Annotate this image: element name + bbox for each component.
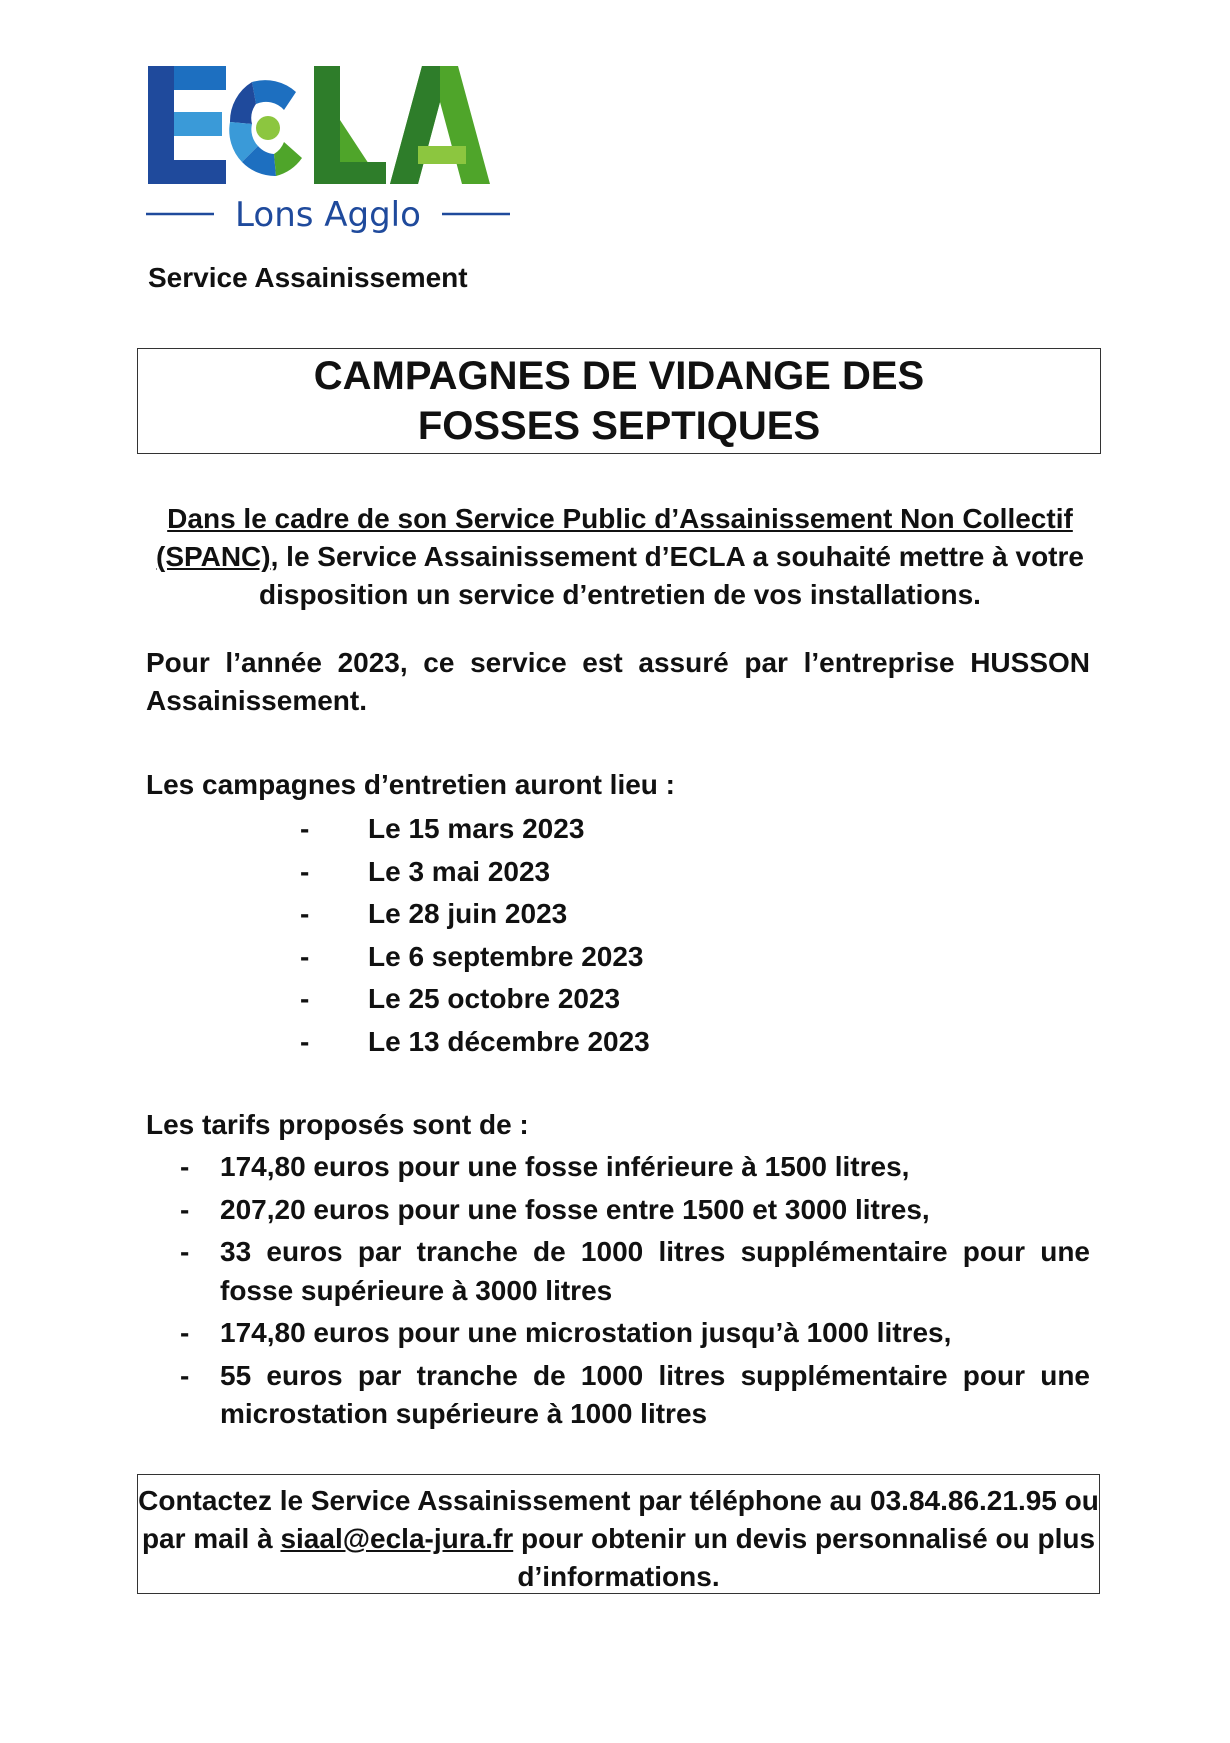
campaign-date: Le 3 mai 2023 (368, 855, 551, 887)
contact-text-before: Contactez le Service Assainissement par téléphone au 03.84.86.21.95 ou par mail à (138, 1485, 1099, 1554)
list-item (180, 1357, 1090, 1434)
list-item (180, 1148, 1090, 1187)
title-box (137, 348, 1101, 454)
list-dash: - (300, 898, 310, 929)
provider-paragraph: Pour l’année 2023, ce service est assuré par l’entreprise HUSSON Assainissement. (146, 647, 1090, 716)
list-dash: - (180, 1317, 190, 1348)
logo-subtitle: Lons Agglo (235, 195, 421, 235)
campaign-date: Le 15 mars 2023 (368, 813, 585, 844)
service-label: Service Assainissement (148, 262, 468, 293)
campaign-date: Le 28 juin 2023 (368, 898, 568, 929)
tarif-item: 55 euros par tranche de 1000 litres supplémentaire pour une microstation supérieure à 1000 litres (220, 1359, 1090, 1429)
list-item (180, 1314, 1090, 1353)
list-item (300, 1021, 650, 1064)
logo-letter-c (229, 80, 302, 176)
ecla-logo-graphic (146, 62, 516, 242)
intro-paragraph (148, 500, 1092, 614)
tarif-item: 33 euros par tranche de 1000 litres supplémentaire pour une fosse supérieure à 3000 litres (220, 1236, 1090, 1306)
list-item (300, 978, 650, 1021)
tarifs-list (180, 1148, 1090, 1438)
contact-text-after: pour obtenir un devis personnalisé ou plus d’informations. (513, 1523, 1096, 1592)
intro-underlined: Dans le cadre de son Service Public d’Assainissement Non Collectif (SPANC) (156, 503, 1073, 572)
tarif-item: 174,80 euros pour une fosse inférieure à 1500 litres, (220, 1151, 910, 1182)
list-item (300, 851, 650, 894)
list-dash: - (300, 983, 310, 1014)
intro-rest: , le Service Assainissement d’ECLA a souhaité mettre à votre disposition un service d’entretien de vos installations. (259, 541, 1084, 610)
list-item (300, 893, 650, 936)
logo-letter-a (390, 66, 490, 184)
campaigns-heading: Les campagnes d’entretien auront lieu : (146, 769, 676, 800)
list-dash: - (180, 1193, 190, 1225)
campaign-date: Le 13 décembre 2023 (368, 1025, 650, 1057)
campaign-dates-list (300, 808, 650, 1063)
list-dash: - (300, 813, 310, 844)
tarifs-heading: Les tarifs proposés sont de : (146, 1109, 529, 1140)
list-dash: - (180, 1359, 190, 1391)
list-dash: - (300, 855, 310, 887)
tarif-item: 207,20 euros pour une fosse entre 1500 et 3000 litres, (220, 1193, 930, 1225)
list-dash: - (300, 1025, 310, 1057)
ecla-logo (146, 62, 516, 242)
contact-box (137, 1474, 1100, 1594)
page-title: CAMPAGNES DE VIDANGE DES FOSSES SEPTIQUES (313, 354, 925, 448)
list-dash: - (300, 940, 310, 972)
campaign-date: Le 25 octobre 2023 (368, 983, 621, 1014)
list-dash: - (180, 1236, 190, 1267)
list-item (180, 1233, 1090, 1310)
tarif-item: 174,80 euros pour une microstation jusqu’à 1000 litres, (220, 1317, 952, 1348)
logo-letter-e (148, 66, 226, 184)
campaign-date: Le 6 septembre 2023 (368, 940, 644, 972)
contact-email-link[interactable]: siaal@ecla-jura.fr (280, 1523, 514, 1554)
logo-letter-l (314, 66, 386, 184)
list-item (180, 1191, 1090, 1230)
list-dash: - (180, 1151, 190, 1182)
list-item (300, 936, 650, 979)
list-item (300, 808, 650, 851)
